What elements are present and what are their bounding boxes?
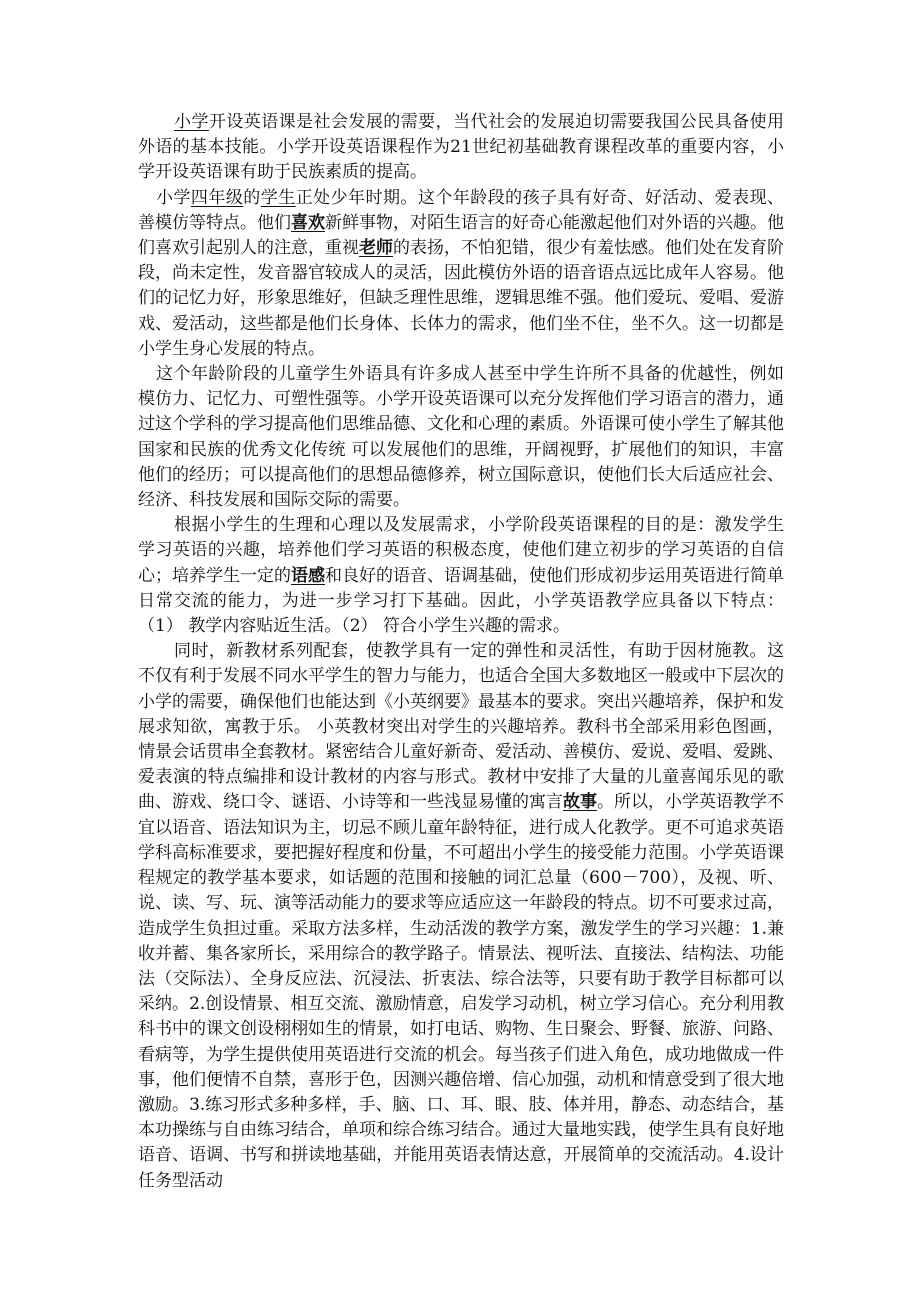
text-run: 。所以，小学英语教学不宜以语音、语法知识为主，切忌不顾儿童年龄特征，进行成人化教学。更不可追求英语学科高标准要求，要把握好程度和份量，不可超出小学生的接受能力范围。小学英语课程规定的教学基本要求，如话题的范围和接触的词汇总量（600－700），及视、听、说、读、写、玩、演等活动能力的要求等应适应这一年龄段的特点。切不可要求过高，造成学生负担过重。采取方法多样，生动活泼的教学方案，激发学生的学习兴趣：1.兼收并蓄、集各家所长，采用综合的教学路子。情景法、视听法、直接法、结构法、功能法（交际法）、全身反应法、沉浸法、折衷法、综合法等，只要有助于教学目标都可以采纳。2.创设情景、相互交流、激励情意，启发学习动机，树立学习信心。充分利用教科书中的课文创设栩栩如生的情景，如打电话、购物、生日聚会、野餐、旅游、问路、看病等，为学生提供使用英语进行交流的机会。每当孩子们进入角色，成功地做成一件事，他们便情不自禁，喜形于色，因测兴趣倍增、信心加强，动机和情意受到了很大地激励。3.练习形式多种多样，手、脑、口、耳、眼、肢、体并用，静态、动态结合，基本功操练与自由练习结合，单项和综合练习结合。通过大量地实践，使学生具有良好地语音、语调、书写和拼读地基础，并能用英语表情达意，开展简单的交流活动。4.设计任务型活动 <box>138 792 784 1191</box>
text-run: 开设英语课是社会发展的需要，当代社会的发展迫切需要我国公民具备使用外语的基本技能。小学开设英语课程作为21世纪初基础教育课程改革的重要内容，小学开设英语课有助于民族素质的提高。 <box>138 112 785 183</box>
text-run: 的 <box>243 187 261 208</box>
document-body <box>138 110 784 1194</box>
text-underlined: 学生 <box>260 187 296 208</box>
text-run: 和良好的语音、语调基础，使他们形成初步运用英语进行简单日常交流的能力，为进一步学习打下基础。因此，小学英语教学应具备以下特点：（1） 教学内容贴近生活。（2） 符合小学生兴趣的需求。 <box>138 565 784 637</box>
paragraph-2 <box>138 186 784 362</box>
text-underlined-bold: 喜欢 <box>291 212 325 233</box>
paragraph-3 <box>138 362 784 513</box>
text-underlined-bold: 语感 <box>291 565 325 586</box>
paragraph-5 <box>138 639 784 1193</box>
text-underlined: 四年级 <box>190 187 244 208</box>
text-underlined: 小学 <box>174 112 209 132</box>
text-run: 正处少年时期。这个年龄段的孩子具有好奇、好活动、爱表现、善模仿等特点。他们 <box>138 187 785 233</box>
text-run: 根据小学生的生理和心理以及发展需求，小学阶段英语课程的目的是：激发学生学习英语的兴趣，培养他们学习英语的积极态度，使他们建立初步的学习英语的自信心；培养学生一定的 <box>138 515 784 586</box>
text-run: 这个年龄阶段的儿童学生外语具有许多成人甚至中学生许所不具备的优越性，例如模仿力、记忆力、可塑性强等。小学开设英语课可以充分发挥他们学习语言的潜力，通过这个学科的学习提高他们思维品德、文化和心理的素质。外语课可使小学生了解其他国家和民族的优秀文化传统 可以发展他们的思维，开阔视野，扩展他们的知识，丰富他们的经历；可以提高他们的思想品德修养，树立国际意识，使他们长大后适应社会、经济、科技发展和国际交际的需要。 <box>138 364 784 511</box>
text-run: 同时，新教材系列配套，使教学具有一定的弹性和灵活性，有助于因材施教。这不仅有利于发展不同水平学生的智力与能力，也适合全国大多数地区一般或中下层次的小学的需要，确保他们也能达到《小英纲要》最基本的要求。突出兴趣培养，保护和发展求知欲，寓教于乐。 小英教材突出对学生的兴趣培养。教科书全部采用彩色图画，情景会话贯串全套教材。紧密结合儿童好新奇、爱活动、善模仿、爱说、爱唱、爱跳、爱表演的特点编排和设计教材的内容与形式。教材中安排了大量的儿童喜闻乐见的歌曲、游戏、绕口令、谜语、小诗等和一些浅显易懂的寓言 <box>138 641 784 813</box>
text-run: 小学 <box>156 187 191 208</box>
text-underlined-bold: 老师 <box>359 238 393 259</box>
text-underlined-bold: 故事 <box>563 792 597 813</box>
paragraph-1 <box>138 110 784 186</box>
text-run: 的表扬，不怕犯错，很少有羞怯感。他们处在发育阶段，尚未定性，发音器官较成人的灵活，因此模仿外语的语音语点远比成年人容易。他们的记忆力好，形象思维好，但缺乏理性思维，逻辑思维不强。他们爱玩、爱唱、爱游戏、爱活动，这些都是他们长身体、长体力的需求，他们坐不住，坐不久。这一切都是小学生身心发展的特点。 <box>138 238 784 359</box>
text-run: 新鲜事物，对陌生语言的好奇心能激起他们对外语的兴趣。他们喜欢引起别人的注意，重视 <box>138 212 784 259</box>
paragraph-4 <box>138 513 784 639</box>
